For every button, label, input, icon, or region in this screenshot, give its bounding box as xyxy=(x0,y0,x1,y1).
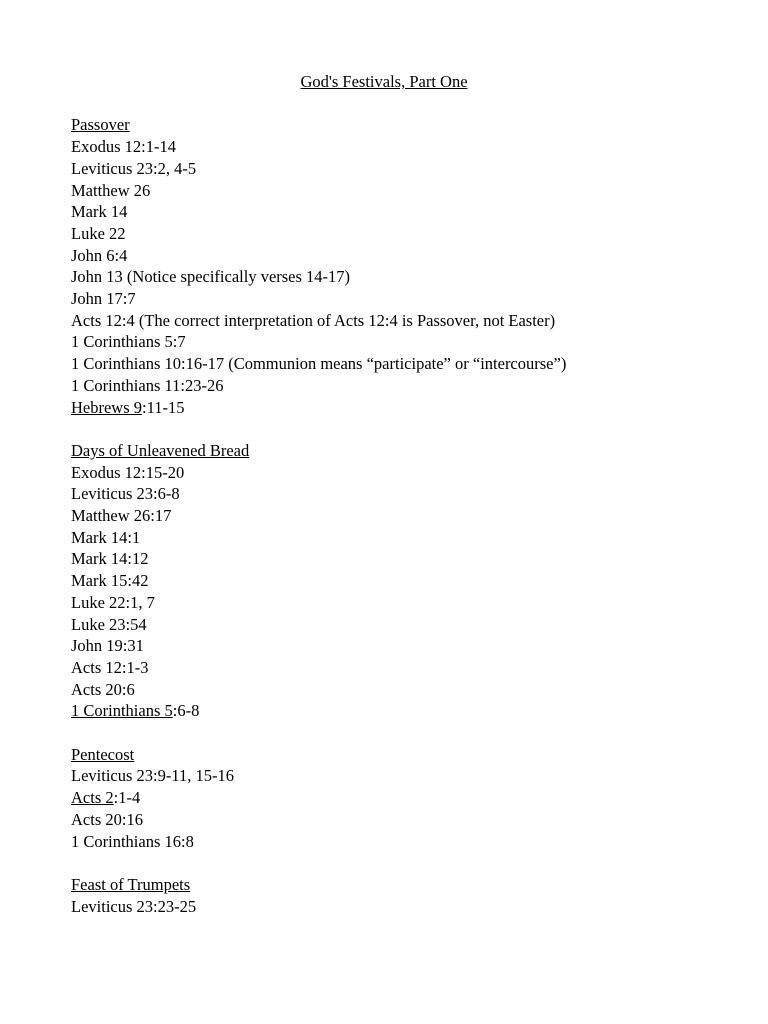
scripture-ref: Mark 14 xyxy=(71,202,128,222)
section-heading: Days of Unleavened Bread xyxy=(71,440,250,460)
scripture-ref: Matthew 26:17 xyxy=(71,506,172,526)
document-title: God's Festivals, Part One xyxy=(300,72,468,91)
scripture-ref: Leviticus 23:9-11, 15-16 xyxy=(71,766,234,786)
section-unleavened-bread xyxy=(71,440,711,722)
ref-book-chapter: Acts 2 xyxy=(71,788,114,808)
scripture-ref: Leviticus 23:6-8 xyxy=(71,484,180,504)
scripture-ref: Mark 14:12 xyxy=(71,549,149,569)
scripture-ref: John 6:4 xyxy=(71,245,128,265)
ref-book-chapter: 1 Corinthians 5 xyxy=(71,701,173,721)
scripture-ref: Acts 20:16 xyxy=(71,809,143,829)
scripture-ref: 1 Corinthians 5:7 xyxy=(71,332,186,352)
scripture-ref xyxy=(71,787,711,809)
scripture-ref: Acts 12:1-3 xyxy=(71,657,149,677)
section-heading: Feast of Trumpets xyxy=(71,874,191,894)
scripture-ref: Exodus 12:1-14 xyxy=(71,137,176,157)
scripture-ref xyxy=(71,397,711,419)
document-page xyxy=(71,71,711,939)
ref-verses: :11-15 xyxy=(142,397,185,417)
scripture-ref: Matthew 26 xyxy=(71,180,151,200)
scripture-ref: Leviticus 23:23-25 xyxy=(71,896,197,916)
scripture-ref: Luke 22 xyxy=(71,223,126,243)
scripture-ref: Leviticus 23:2, 4-5 xyxy=(71,158,197,178)
scripture-ref: Mark 15:42 xyxy=(71,571,149,591)
ref-verses: :1-4 xyxy=(113,788,141,808)
scripture-ref: Exodus 12:15-20 xyxy=(71,462,185,482)
scripture-ref: Acts 20:6 xyxy=(71,679,135,699)
section-heading: Passover xyxy=(71,115,130,135)
scripture-ref: John 17:7 xyxy=(71,289,136,309)
ref-book-chapter: Hebrews 9 xyxy=(71,397,143,417)
ref-verses: :6-8 xyxy=(172,701,200,721)
section-passover xyxy=(71,114,711,418)
scripture-ref: Luke 23:54 xyxy=(71,614,147,634)
section-pentecost xyxy=(71,744,711,853)
scripture-ref: John 13 (Notice specifically verses 14-17) xyxy=(71,267,351,287)
scripture-ref: Acts 12:4 (The correct interpretation of Acts 12:4 is Passover, not Easter) xyxy=(71,310,556,330)
scripture-ref: 1 Corinthians 16:8 xyxy=(71,831,194,851)
scripture-ref: Mark 14:1 xyxy=(71,527,141,547)
scripture-ref: Luke 22:1, 7 xyxy=(71,592,155,612)
section-feast-of-trumpets xyxy=(71,874,711,917)
scripture-ref: 1 Corinthians 11:23-26 xyxy=(71,375,224,395)
scripture-ref xyxy=(71,700,711,722)
scripture-ref: 1 Corinthians 10:16-17 (Communion means “participate” or “intercourse”) xyxy=(71,354,567,374)
scripture-ref: John 19:31 xyxy=(71,636,144,656)
section-heading: Pentecost xyxy=(71,744,135,764)
